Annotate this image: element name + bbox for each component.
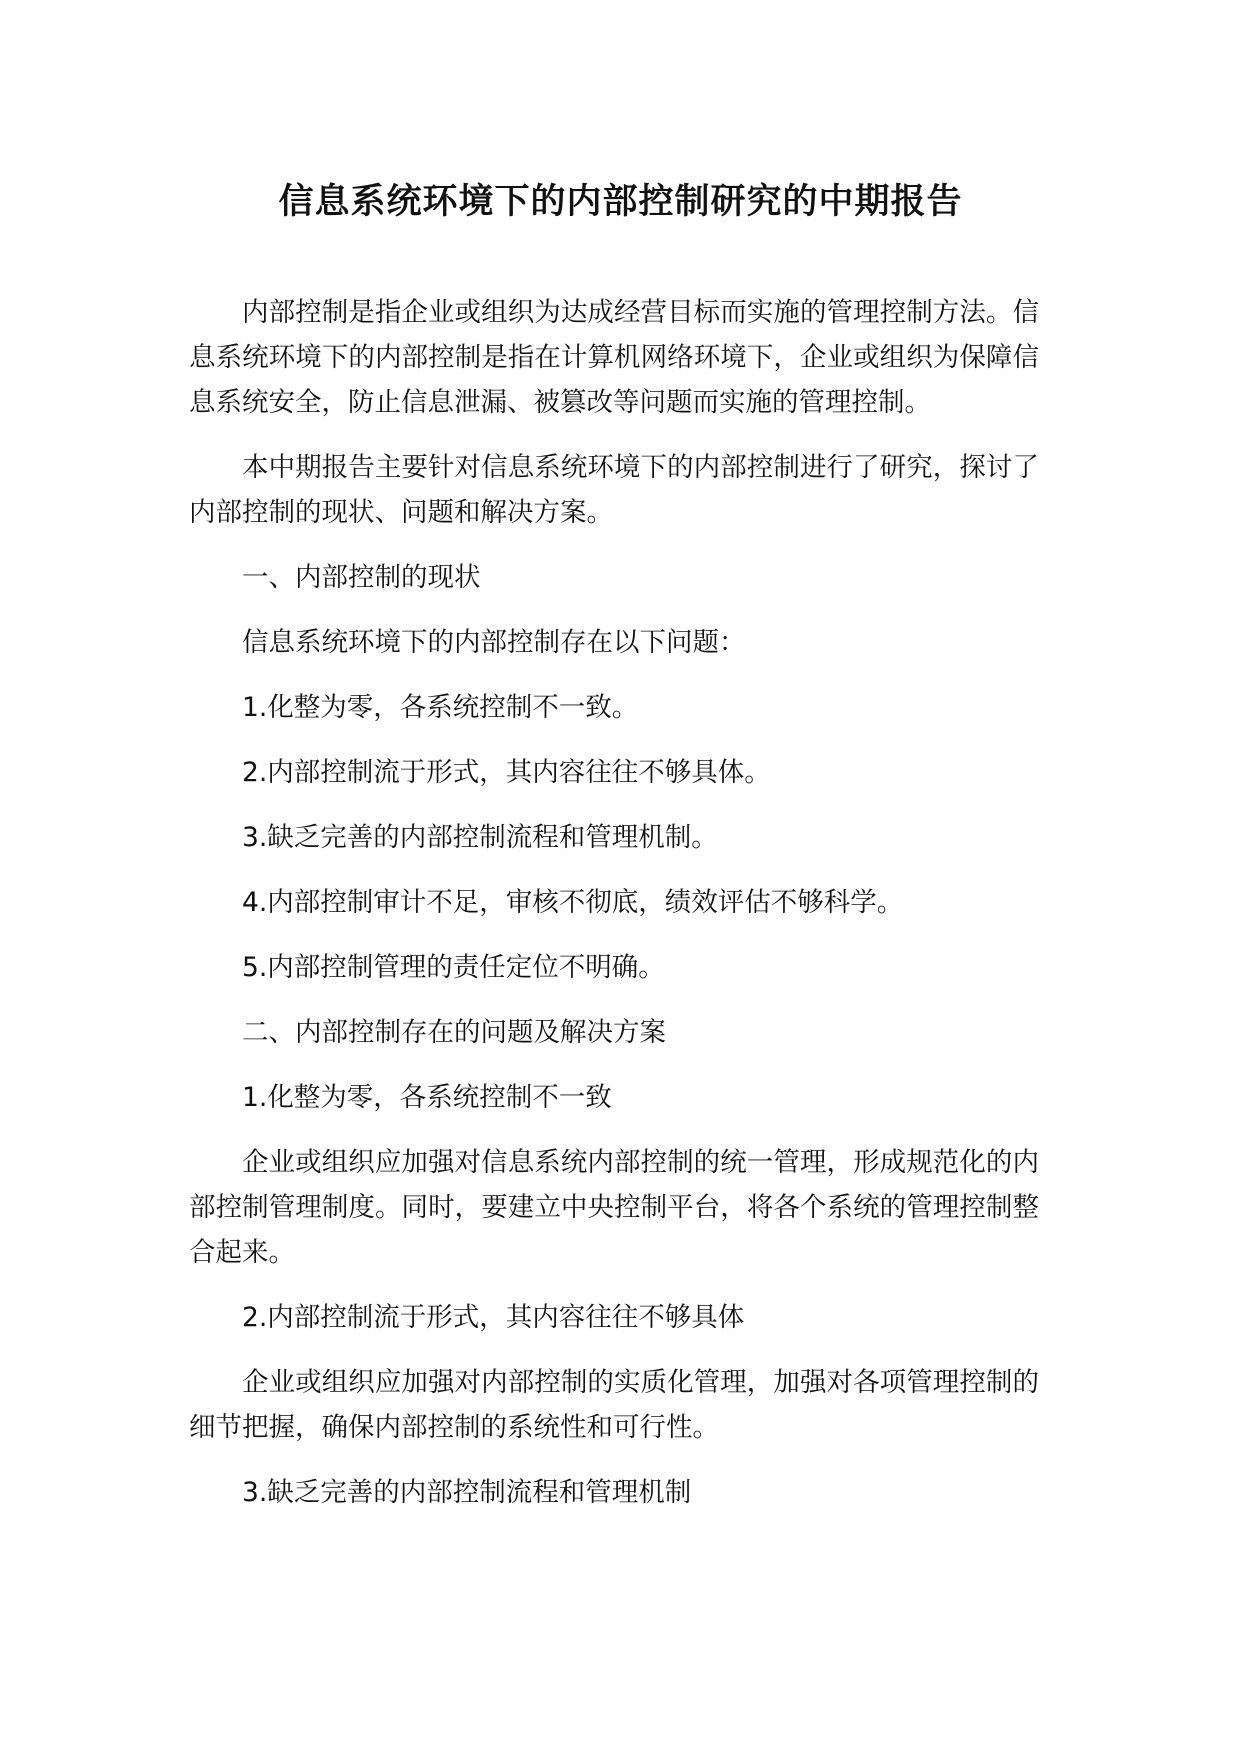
list-item-problem-5: 5.内部控制管理的责任定位不明确。	[242, 952, 665, 983]
paragraph-report-scope: 本中期报告主要针对信息系统环境下的内部控制进行了研究，探讨了内部控制的现状、问题和解决方案。	[189, 452, 1039, 528]
paragraph-intro-definition: 内部控制是指企业或组织为达成经营目标而实施的管理控制方法。信息系统环境下的内部控制是指在计算机网络环境下，企业或组织为保障信息系统安全，防止信息泄漏、被篡改等问题而实施的管理控制。	[189, 297, 1039, 418]
subheading-solution-2: 2.内部控制流于形式，其内容往往不够具体	[242, 1302, 745, 1333]
paragraph-problems-intro: 信息系统环境下的内部控制存在以下问题：	[242, 627, 746, 658]
section-heading-status: 一、内部控制的现状	[242, 562, 481, 593]
subheading-solution-1: 1.化整为零，各系统控制不一致	[242, 1082, 612, 1113]
subheading-solution-3: 3.缺乏完善的内部控制流程和管理机制	[242, 1477, 692, 1508]
paragraph-solution-2: 企业或组织应加强对内部控制的实质化管理，加强对各项管理控制的细节把握，确保内部控制的系统性和可行性。	[189, 1367, 1039, 1443]
document-body	[189, 290, 1039, 1535]
section-heading-solutions: 二、内部控制存在的问题及解决方案	[242, 1017, 666, 1048]
list-item-problem-3: 3.缺乏完善的内部控制流程和管理机制。	[242, 822, 718, 853]
list-item-problem-4: 4.内部控制审计不足，审核不彻底，绩效评估不够科学。	[242, 887, 904, 918]
paragraph-solution-1: 企业或组织应加强对信息系统内部控制的统一管理，形成规范化的内部控制管理制度。同时，要建立中央控制平台，将各个系统的管理控制整合起来。	[189, 1147, 1039, 1268]
list-item-problem-1: 1.化整为零，各系统控制不一致。	[242, 692, 639, 723]
document-title: 信息系统环境下的内部控制研究的中期报告	[278, 182, 963, 222]
list-item-problem-2: 2.内部控制流于形式，其内容往往不够具体。	[242, 757, 771, 788]
